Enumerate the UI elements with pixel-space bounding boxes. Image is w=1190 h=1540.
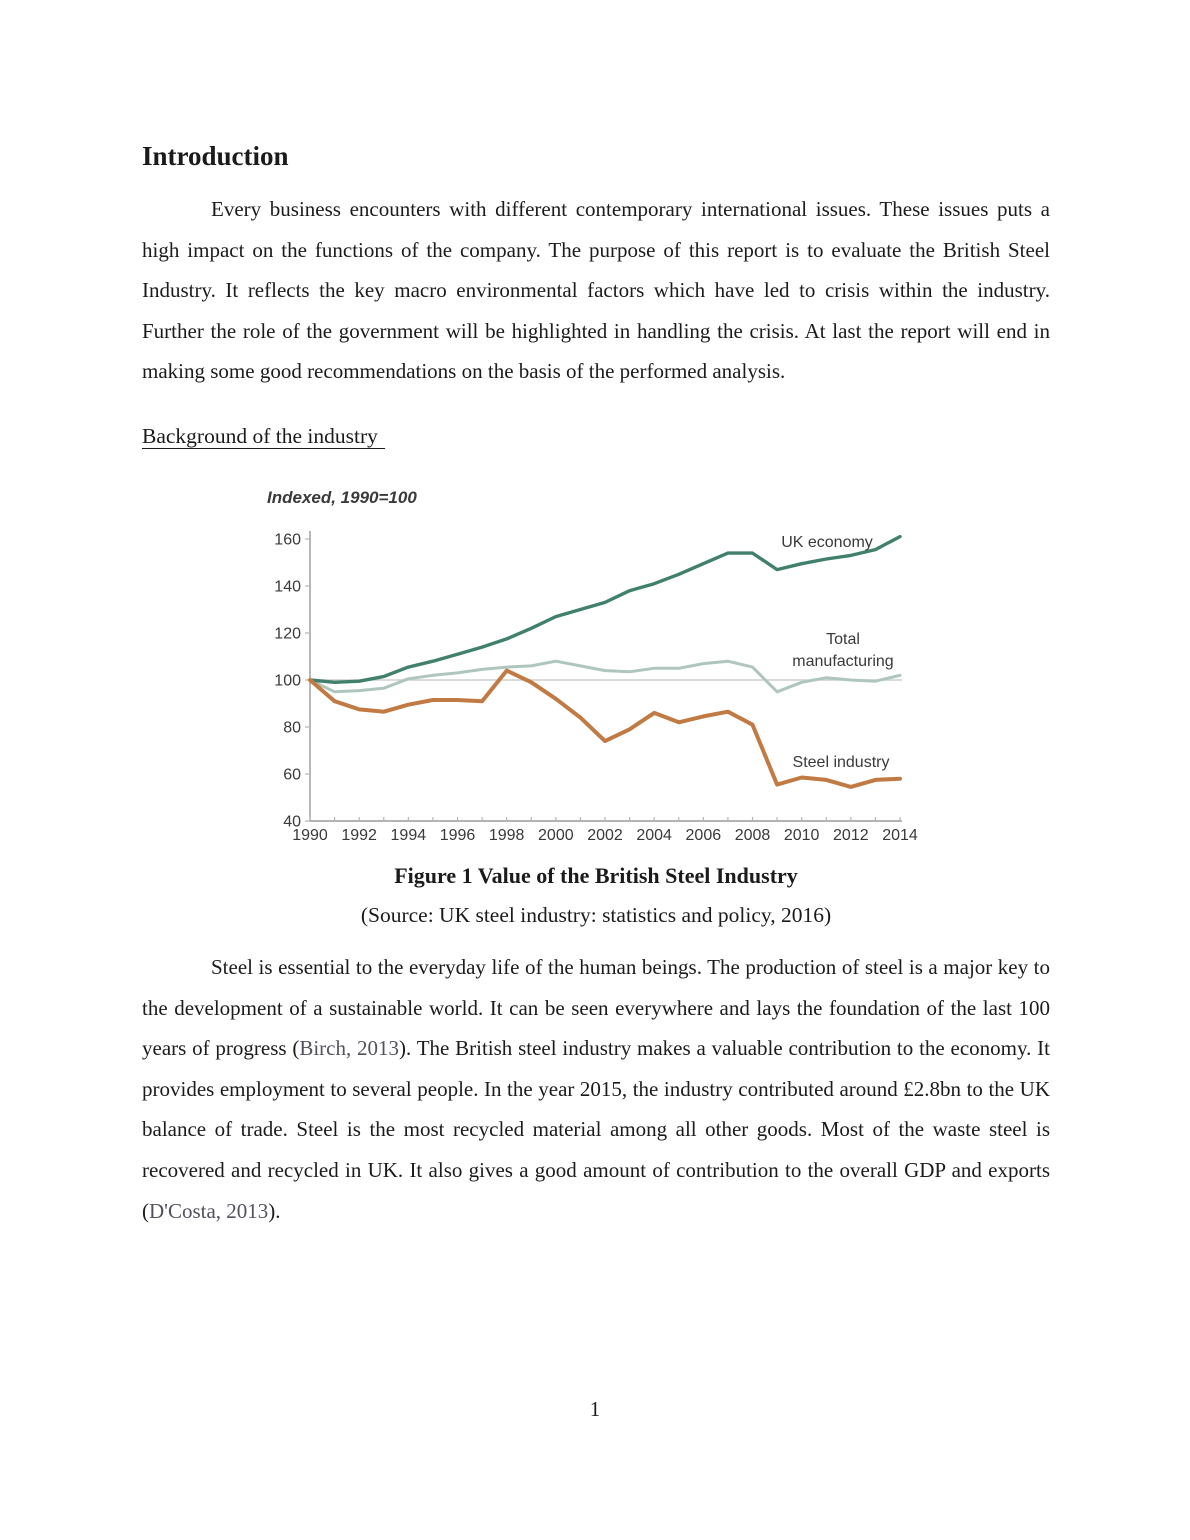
intro-paragraph: Every business encounters with different contemporary international issues. These issues puts a high impact on the functions of the company. The purpose of this report is to evaluate the British Steel Industry. It reflects the key macro environmental factors which have led to crisis within the industry. Further the role of the government will be highlighted in handling the crisis. At last the report will end in making some good recommendations on the basis of the performed analysis.	[142, 197, 1050, 384]
x-tick-label: 1990	[292, 826, 328, 844]
page-number: 1	[589, 1397, 601, 1421]
body-paragraph	[142, 947, 1050, 1231]
x-tick-label: 2010	[783, 826, 820, 844]
x-tick-label: 1996	[439, 826, 476, 844]
x-tick-label: 2008	[734, 826, 771, 844]
y-tick-label: 60	[283, 766, 301, 784]
y-tick-label: 100	[274, 672, 301, 690]
series-label-uk-economy: UK economy	[781, 533, 873, 551]
section-heading: Introduction	[142, 141, 289, 171]
x-tick-label: 2014	[882, 826, 918, 844]
chart-wrap	[265, 476, 925, 851]
x-tick-label: 1992	[341, 826, 377, 844]
y-tick-label: 80	[283, 719, 301, 737]
citation-birch: Birch, 2013	[299, 1036, 400, 1061]
steel-industry-line-chart	[265, 476, 925, 851]
x-tick-label: 2000	[538, 826, 574, 844]
x-tick-label: 1998	[488, 826, 525, 844]
x-tick-label: 2012	[833, 826, 869, 844]
paragraph-text: ). The British steel industry makes a valuable contribution to the economy. It provides employment to several people. In the year 2015, the industry contributed around £2.8bn to the UK balance of trade. Steel is the most recycled material among all other goods. Most of the waste steel is recovered and recycled in UK. It also gives a good amount of contribution to the overall GDP and exports (	[142, 1036, 1050, 1223]
chart-title: Indexed, 1990=100	[267, 487, 417, 507]
series-label-total-manufacturing: Total	[826, 630, 860, 648]
figure-source: (Source: UK steel industry: statistics and policy, 2016)	[360, 902, 832, 927]
paragraph-text: Steel is essential to the everyday life of the human beings. The production of steel is a major key to the development of a sustainable world. It can be seen everywhere and lays the foundation of the last 100 years of progress (	[142, 954, 1050, 1061]
figure-block	[142, 476, 1050, 930]
x-tick-label: 2002	[587, 826, 623, 844]
series-label-total-manufacturing: manufacturing	[792, 652, 894, 670]
figure-caption: Figure 1 Value of the British Steel Industry	[394, 862, 798, 888]
y-tick-label: 40	[283, 813, 301, 831]
y-tick-label: 160	[274, 531, 301, 549]
y-tick-label: 120	[274, 625, 301, 643]
paragraph-text: ).	[268, 1198, 281, 1223]
y-tick-label: 140	[274, 578, 301, 596]
series-label-steel-industry: Steel industry	[792, 753, 890, 771]
x-tick-label: 2004	[636, 826, 672, 844]
sub-heading	[142, 422, 1050, 450]
sub-heading-text: Background of the industry	[142, 424, 385, 449]
x-tick-label: 1994	[390, 826, 427, 844]
x-tick-label: 2006	[685, 826, 722, 844]
citation-dcosta: D'Costa, 2013	[149, 1198, 269, 1223]
